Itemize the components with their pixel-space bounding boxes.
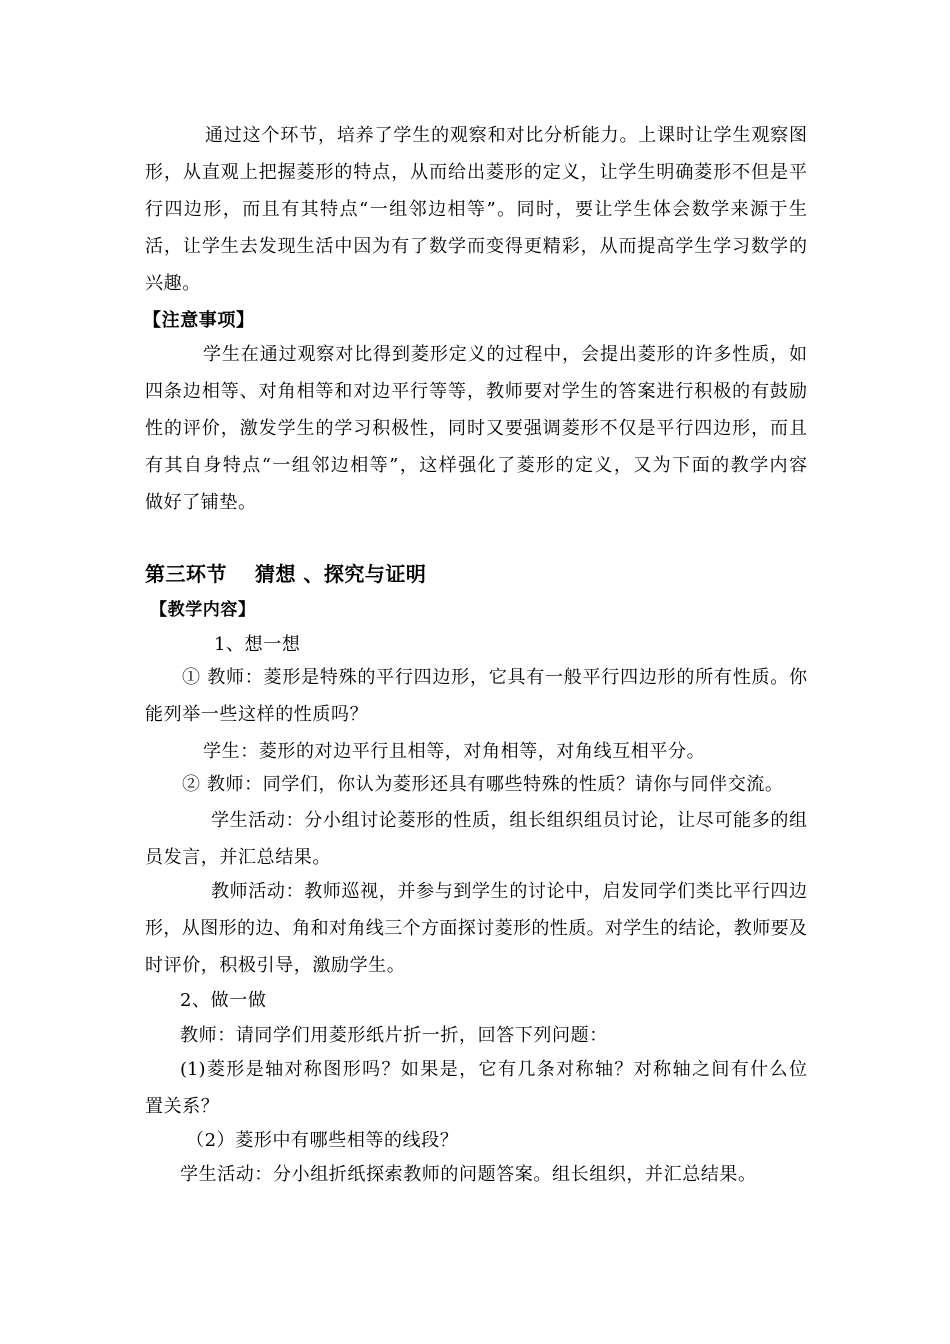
paragraph-line: (1)菱形是轴对称图形吗？如果是，它有几条对称轴？对称轴之间有什么位: [180, 1059, 807, 1080]
paragraph-line: 时评价，积极引导，激励学生。: [145, 955, 406, 976]
paragraph-line: 学生活动：分小组折纸探索教师的问题答案。组长组织，并汇总结果。: [180, 1164, 757, 1185]
paragraph-line: 活，让学生去发现生活中因为有了数学而变得更精彩，从而提高学生学习数学的: [145, 236, 807, 257]
paragraph-line: 能列举一些这样的性质吗？: [145, 704, 369, 725]
paragraph-line: 性的评价，激发学生的学习积极性，同时又要强调菱形不仅是平行四边形，而且: [145, 418, 807, 439]
item-title: 1、想一想: [214, 634, 301, 655]
paragraph-line: 有其自身特点“一组邻边相等”，这样强化了菱形的定义，又为下面的教学内容: [145, 455, 807, 476]
paragraph-line: 形，从图形的边、角和对角线三个方面探讨菱形的性质。对学生的结论，教师要及: [145, 918, 807, 939]
paragraph-line: 学生在通过观察对比得到菱形定义的过程中，会提出菱形的许多性质，如: [203, 344, 807, 365]
paragraph-line: ② 教师：同学们，你认为菱形还具有哪些特殊的性质？请你与同伴交流。: [182, 774, 784, 795]
notes-heading: 【注意事项】: [143, 310, 255, 331]
paragraph-line: 学生活动：分小组讨论菱形的性质，组长组织组员讨论，让尽可能多的组: [211, 810, 807, 831]
paragraph-line: 学生：菱形的对边平行且相等，对角相等，对角线互相平分。: [203, 741, 706, 762]
paragraph-line: 行四边形，而且有其特点“一组邻边相等”。同时，要让学生体会数学来源于生: [145, 199, 807, 220]
paragraph-line: 做好了铺垫。: [145, 492, 257, 513]
paragraph-line: ① 教师：菱形是特殊的平行四边形，它具有一般平行四边形的所有性质。你: [182, 667, 807, 688]
section-heading: 第三环节 猜想 、探究与证明: [145, 562, 427, 586]
paragraph-line: 员发言，并汇总结果。: [145, 847, 331, 868]
item-title: 2、做一做: [180, 990, 267, 1011]
paragraph-line: 兴趣。: [145, 273, 201, 294]
paragraph-line: 四条边相等、对角相等和对边平行等等，教师要对学生的答案进行积极的有鼓励: [145, 381, 807, 402]
paragraph-line: 教师：请同学们用菱形纸片折一折，回答下列问题：: [180, 1025, 608, 1046]
content-heading: 【教学内容】: [150, 600, 256, 620]
paragraph-line: （2）菱形中有哪些相等的线段？: [186, 1130, 459, 1151]
paragraph-line: 教师活动：教师巡视，并参与到学生的讨论中，启发同学们类比平行四边: [211, 881, 807, 902]
paragraph-line: 置关系？: [145, 1096, 220, 1117]
paragraph-line: 通过这个环节，培养了学生的观察和对比分析能力。上课时让学生观察图: [205, 125, 807, 146]
paragraph-line: 形，从直观上把握菱形的特点，从而给出菱形的定义，让学生明确菱形不但是平: [145, 162, 807, 183]
